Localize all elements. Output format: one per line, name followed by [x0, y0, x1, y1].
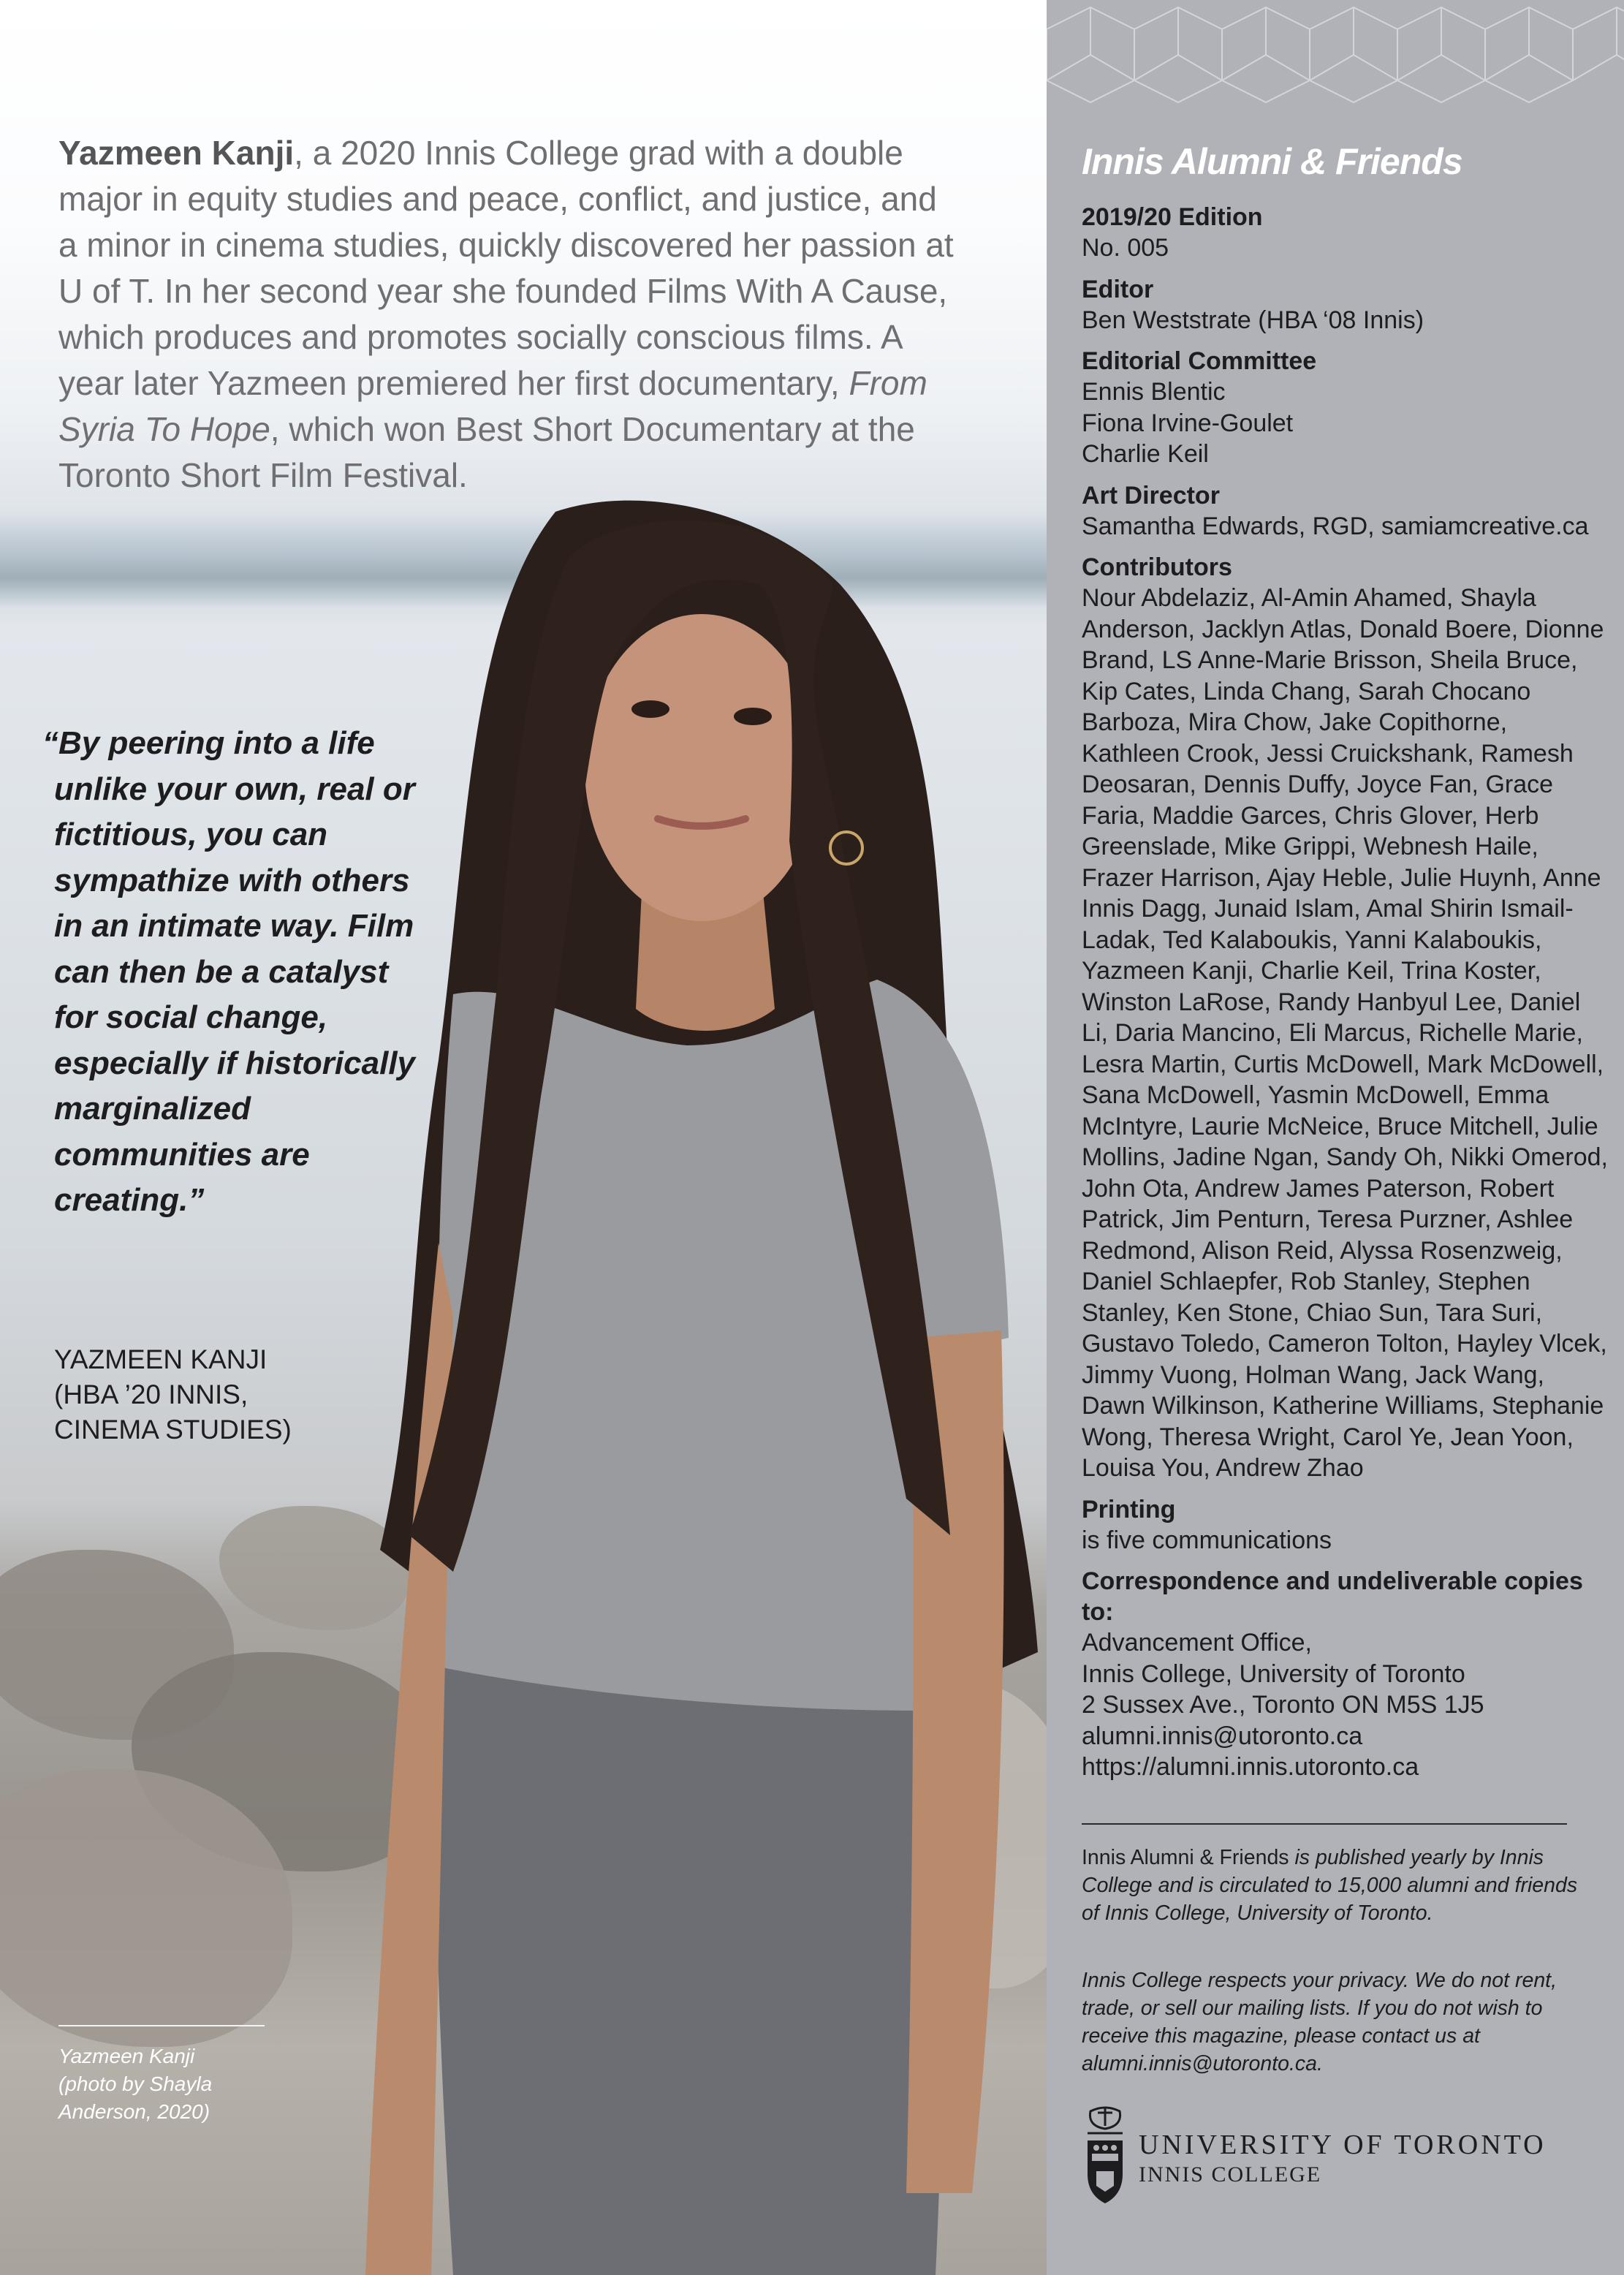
- publication-name: Innis Alumni & Friends: [1082, 1846, 1289, 1869]
- email-link[interactable]: alumni.innis@utoronto.ca: [1082, 1722, 1363, 1750]
- masthead-credits: [1082, 202, 1608, 1793]
- attribution-line: YAZMEEN KANJI: [54, 1344, 267, 1374]
- pull-quote-text: “By peering into a life unlike your own, real or fictitious, you can sympathize with others in an intimate way. Film can then be a catalyst for social change, especially if historically marginalized communities are creating.”: [42, 725, 416, 1218]
- contributors-label: Contributors: [1082, 553, 1232, 581]
- publication-note-text: is published yearly by Innis College and is circulated to 15,000 alumni and friends of Innis College, University of Toronto.: [1082, 1846, 1578, 1925]
- intro-name: Yazmeen Kanji: [58, 134, 295, 172]
- caption-line: Yazmeen Kanji: [58, 2045, 195, 2067]
- caption-divider: [58, 2025, 265, 2026]
- film-title: From Syria To Hope: [58, 364, 927, 448]
- printing-label: Printing: [1082, 1495, 1176, 1523]
- caption-line: Anderson, 2020): [58, 2100, 210, 2123]
- address-line: Innis College, University of Toronto: [1082, 1659, 1465, 1688]
- edition-label: 2019/20 Edition: [1082, 203, 1263, 231]
- committee-member: Ennis Blentic: [1082, 378, 1226, 406]
- editor-section: [1082, 274, 1608, 336]
- university-logo: [1082, 2104, 1579, 2206]
- masthead-panel: [1047, 0, 1624, 2275]
- intro-paragraph: [58, 130, 965, 499]
- address-line: Advancement Office,: [1082, 1629, 1312, 1657]
- contributors-list: Nour Abdelaziz, Al-Amin Ahamed, Shayla Anderson, Jacklyn Atlas, Donald Boere, Dionne Brand, LS Anne-Marie Brisson, Sheila Bruce, Kip Cates, Linda Chang, Sarah Chocano Barboza, Mira Chow, Jake Copithorne, Kathleen Crook, Jessi Cruickshank, Ramesh Deosaran, Dennis Duffy, Joyce Fan, Grace Faria, Maddie Garces, Chris Glover, Herb Greenslade, Mike Grippi, Webnesh Haile, Frazer Harrison, Ajay Heble, Julie Huynh, Anne Innis Dagg, Junaid Islam, Amal Shirin Ismail-Ladak, Ted Kalaboukis, Yanni Kalaboukis, Yazmeen Kanji, Charlie Keil, Trina Koster, Winston LaRose, Randy Hanbyul Lee, Daniel Li, Daria Mancino, Eli Marcus, Richelle Marie, Lesra Martin, Curtis McDowell, Mark McDowell, Sana McDowell, Yasmin McDowell, Emma McIntyre, Laurie McNeice, Bruce Mitchell, Julie Mollins, Jadine Ngan, Sandy Oh, Nikki Omerod, John Ota, Andrew James Paterson, Robert Patrick, Jim Penturn, Teresa Purzner, Ashlee Redmond, Alison Reid, Alyssa Rosenzweig, Daniel Schlaepfer, Rob Stanley, Stephen Stanley, Ken Stone, Chiao Sun, Tara Suri, Gustavo Toledo, Cameron Tolton, Hayley Vlcek, Jimmy Vuong, Holman Wang, Jack Wang, Dawn Wilkinson, Katherine Williams, Stephanie Wong, Theresa Wright, Carol Ye, Jean Yoon, Louisa You, Andrew Zhao: [1082, 584, 1608, 1482]
- committee-member: Charlie Keil: [1082, 440, 1209, 468]
- publication-note: [1082, 1844, 1579, 1927]
- printer-name: is five communications: [1082, 1526, 1332, 1554]
- committee-label: Editorial Committee: [1082, 347, 1317, 375]
- address-line: 2 Sussex Ave., Toronto ON M5S 1J5: [1082, 1691, 1484, 1719]
- editor-label: Editor: [1082, 275, 1154, 303]
- art-director-label: Art Director: [1082, 481, 1220, 510]
- logo-subtitle: INNIS COLLEGE: [1139, 2162, 1322, 2187]
- intro-text: , a 2020 Innis College grad with a double major in equity studies and peace, conflict, and justice, and a minor in cinema studies, quickly discovered her passion at U of T. In her second year she founded Films With A Cause, which produces and promotes socially conscious films. A year later Yazmeen premiered her first documentary,: [58, 134, 954, 402]
- edition-section: [1082, 202, 1608, 264]
- printing-section: [1082, 1494, 1608, 1556]
- logo-wordmark: UNIVERSITY OF TORONTO: [1139, 2130, 1547, 2160]
- caption-line: (photo by Shayla: [58, 2073, 213, 2095]
- correspondence-label: Correspondence and undeliverable copies to:: [1082, 1567, 1583, 1626]
- masthead-divider: [1082, 1823, 1567, 1825]
- coat-of-arms-icon: [1082, 2104, 1128, 2206]
- art-director-name: Samantha Edwards, RGD, samiamcreative.ca: [1082, 512, 1589, 540]
- attribution-line: CINEMA STUDIES): [54, 1415, 292, 1445]
- contributors-section: [1082, 552, 1608, 1484]
- hexagon-pattern: [1047, 0, 1624, 110]
- privacy-note-text: Innis College respects your privacy. We do not rent, trade, or sell our mailing lists. If you do not wish to receive this magazine, please contact us at alumni.innis@utoronto.ca.: [1082, 1969, 1557, 2075]
- committee-member: Fiona Irvine-Goulet: [1082, 409, 1294, 437]
- committee-section: [1082, 346, 1608, 470]
- website-link[interactable]: https://alumni.innis.utoronto.ca: [1082, 1753, 1419, 1781]
- quote-attribution: [54, 1342, 361, 1447]
- photo-caption: [58, 2043, 278, 2126]
- privacy-note: [1082, 1967, 1579, 2078]
- intro-text-end: , which won Best Short Documentary at the Toronto Short Film Festival.: [58, 410, 915, 494]
- pull-quote: [42, 721, 422, 1224]
- editor-name: Ben Weststrate (HBA ‘08 Innis): [1082, 306, 1424, 334]
- edition-number: No. 005: [1082, 234, 1169, 262]
- attribution-line: (HBA ’20 INNIS,: [54, 1379, 248, 1409]
- art-director-section: [1082, 480, 1608, 542]
- correspondence-section: [1082, 1566, 1608, 1783]
- masthead-title: Innis Alumni & Friends: [1082, 141, 1462, 182]
